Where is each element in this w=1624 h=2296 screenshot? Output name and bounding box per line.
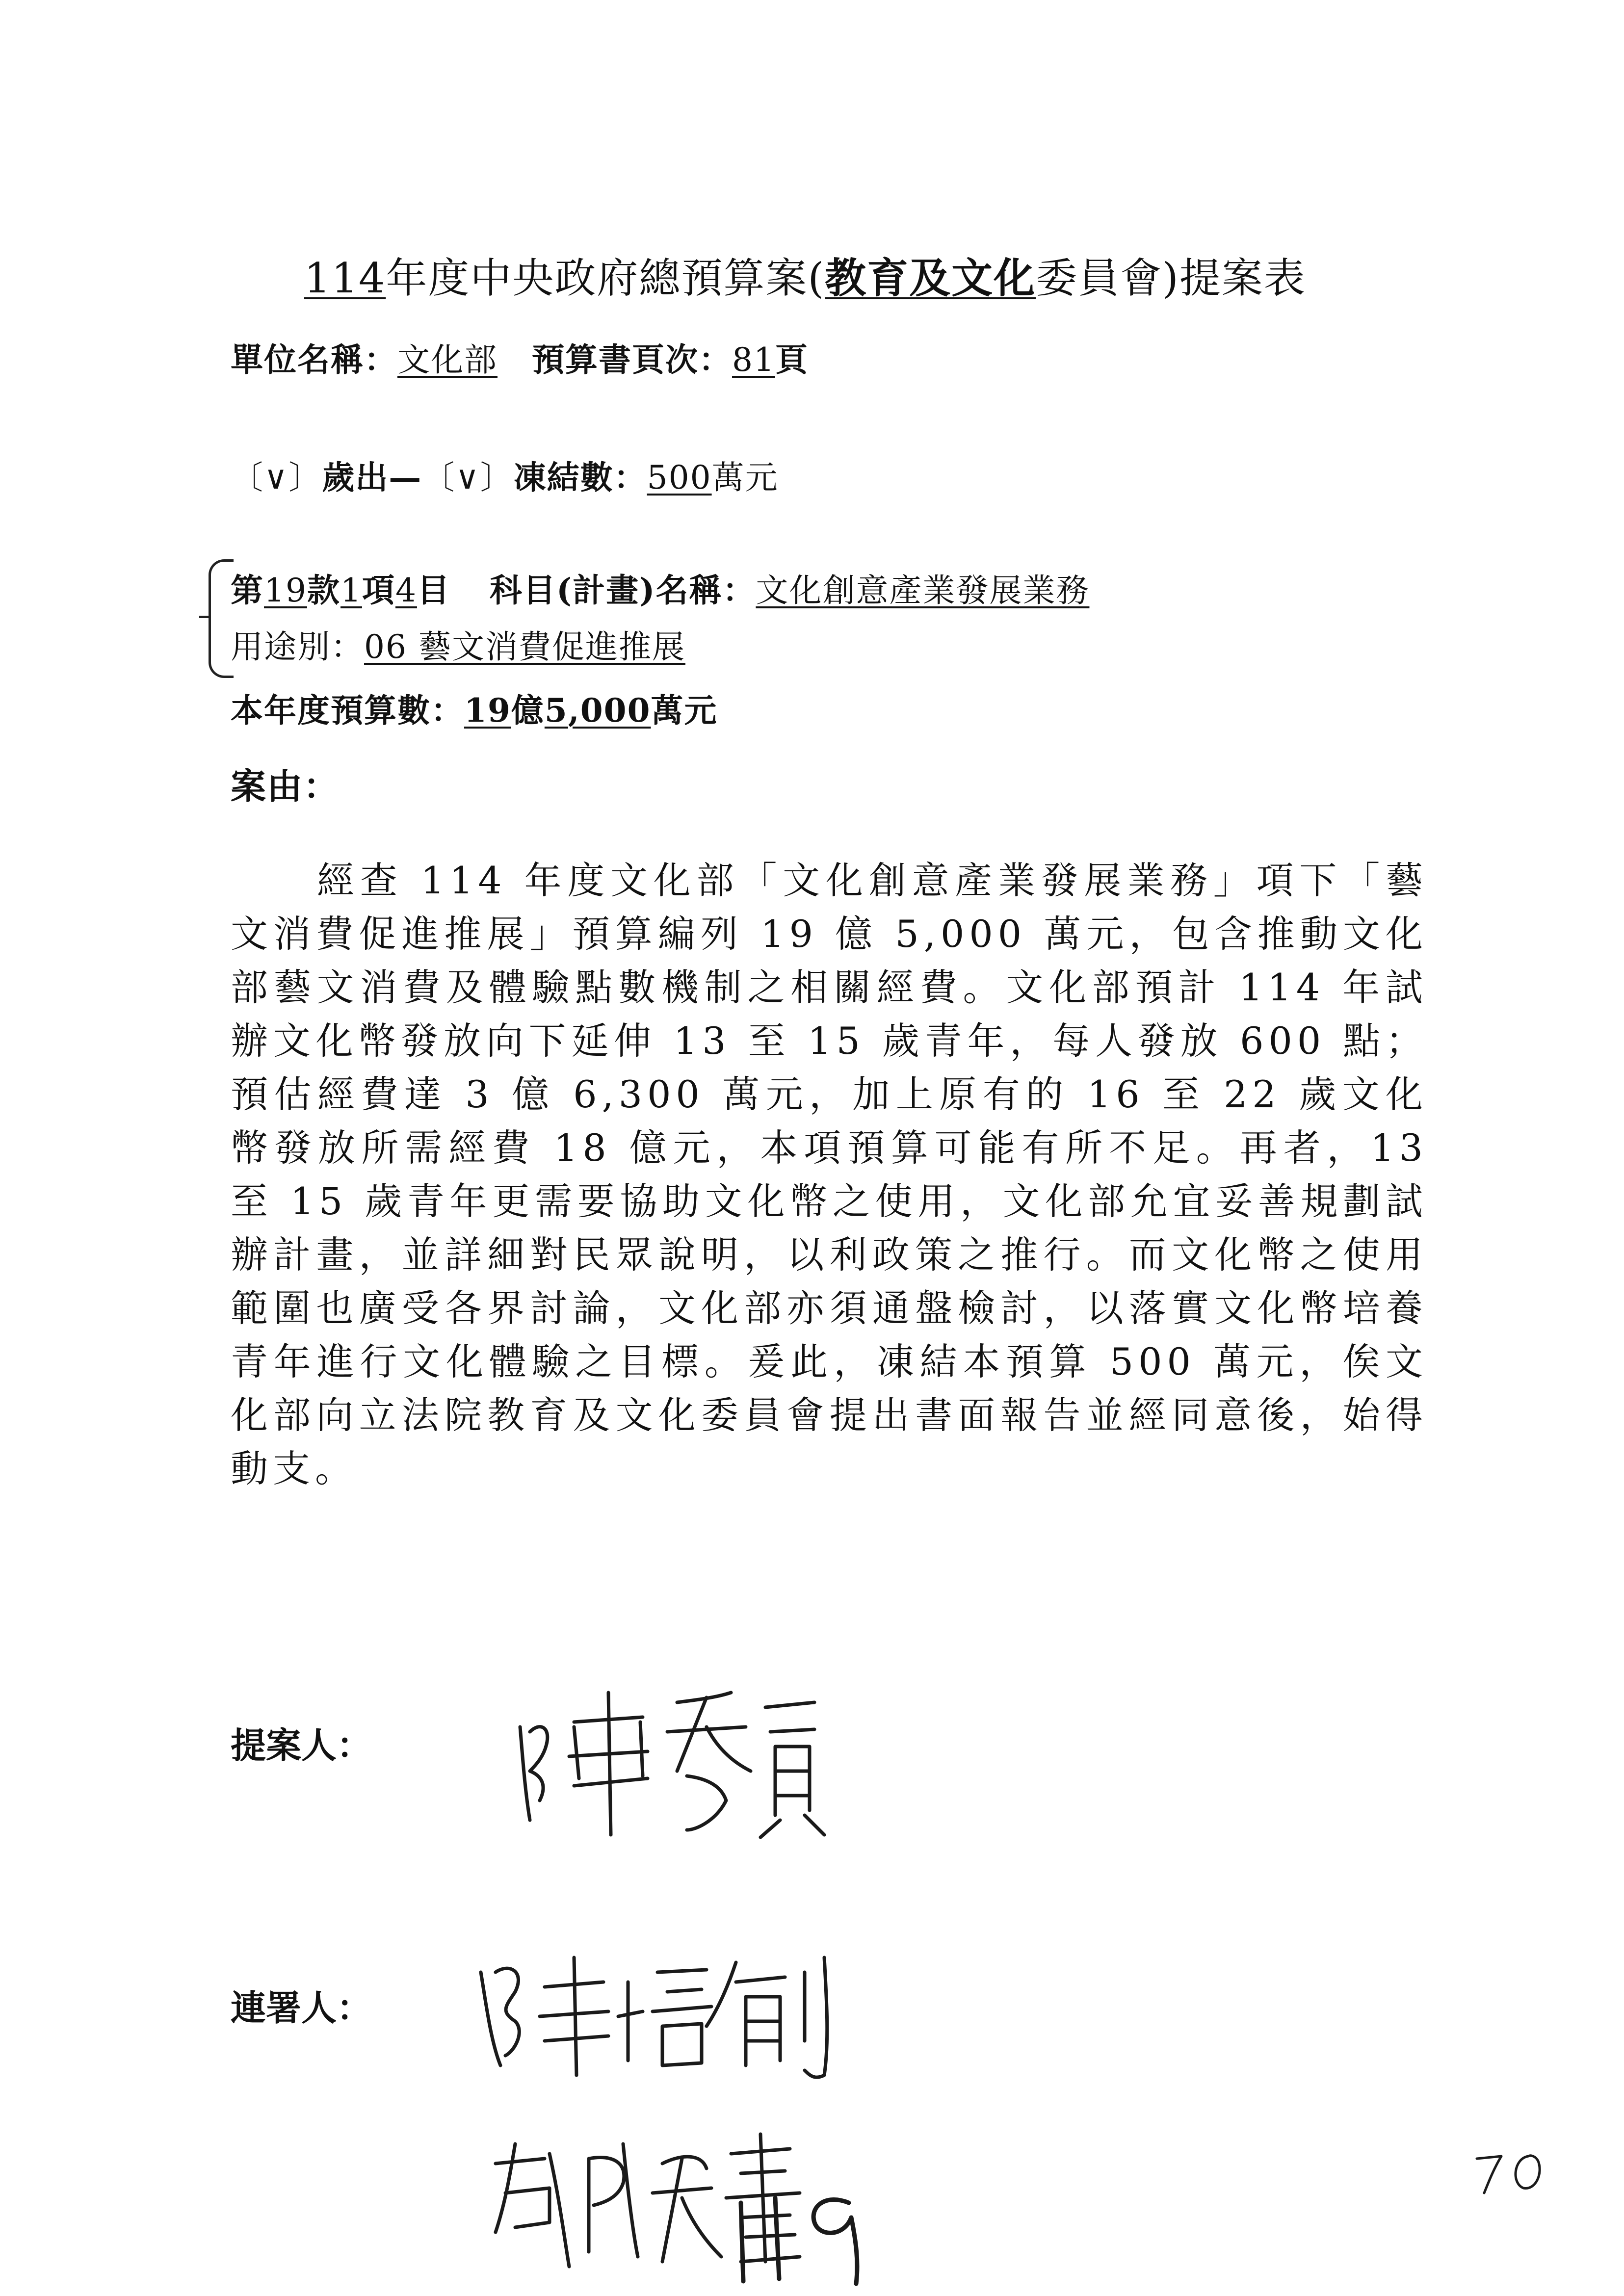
freeze-checkbox: 〔∨〕: [422, 459, 514, 496]
unit-label: 單位名稱：: [231, 340, 397, 379]
expense-checkbox: 〔∨〕: [231, 459, 322, 496]
budget-yi: 19: [464, 691, 511, 730]
title-committee: 教育及文化: [825, 254, 1036, 302]
reason-body: 經查 114 年度文化部「文化創意產業發展業務」項下「藝文消費促進推展」預算編列 19 億 5,000 萬元，包含推動文化部藝文消費及體驗點數機制之相關經費。文化部預計 114 年試辦文化幣發放向下延伸 13 至 15 歲青年，每人發放 600 點；預估經費達 3 億 6,300 萬元，加上原有的 16 至 22 歲文化幣發放所需經費 18 億元，本項預算可能有所不足。再者，13 至 15 歲青年更需要協助文化幣之使用，文化部允宜妥善規劃試辦計畫，並詳細對民眾說明，以利政策之推行。而文化幣之使用範圍也廣受各界討論，文化部亦須通盤檢討，以落實文化幣培養青年進行文化體驗之目標。爰此，凍結本預算 500 萬元，俟文化部向立法院教育及文化委員會提出書面報告並經同意後，始得動支。: [231, 859, 1428, 1490]
purpose-line: [231, 621, 685, 667]
cosigner-signature-1: [471, 1943, 844, 2080]
cosigner-label: 連署人：: [231, 1987, 372, 2029]
handwritten-page-number-119: [726, 2173, 883, 2286]
expense-label: 歲出—: [322, 458, 422, 496]
kuan-label: 款: [307, 571, 341, 609]
freeze-amount: 500: [647, 459, 712, 496]
budget-label: 本年度預算數：: [231, 691, 464, 730]
kuan-number: 19: [264, 572, 307, 609]
subject-line: [231, 564, 1089, 611]
title-year: 114: [304, 254, 386, 302]
unit-line: [231, 334, 809, 380]
budget-wan: 5,000: [544, 691, 651, 730]
budget-line: [231, 684, 718, 731]
budget-wan-label: 萬元: [651, 691, 718, 730]
page-title: [304, 245, 1335, 305]
purpose-label: 用途別：: [231, 628, 364, 666]
subject-name-label: 科目(計畫)名稱：: [489, 571, 756, 609]
budget-page-suffix: 頁: [775, 340, 809, 379]
reason-label: 案由：: [231, 765, 340, 807]
subject-bracket: [209, 559, 234, 678]
handwritten-page-number-70: [1472, 2144, 1550, 2198]
title-pre: 年度中央政府總預算案(: [386, 254, 825, 302]
title-post: 委員會)提案表: [1036, 254, 1306, 302]
budget-yi-label: 億: [511, 691, 545, 730]
subject-name: 文化創意產業發展業務: [756, 572, 1090, 609]
budget-page-number: 81: [732, 341, 775, 379]
xiang-label: 項: [362, 571, 395, 609]
freeze-line: [231, 451, 779, 498]
purpose-value: 06 藝文消費促進推展: [364, 628, 685, 666]
proposer-signature: [500, 1673, 834, 1840]
proposer-label: 提案人：: [231, 1724, 372, 1766]
kuan-prefix: 第: [231, 571, 264, 609]
xiang-number: 1: [340, 572, 362, 609]
budget-page-label: 預算書頁次：: [532, 340, 732, 379]
freeze-unit: 萬元: [711, 459, 779, 496]
mu-label: 目: [417, 571, 450, 609]
freeze-label: 凍結數：: [513, 458, 647, 496]
unit-name: 文化部: [397, 341, 498, 379]
mu-number: 4: [395, 572, 417, 609]
